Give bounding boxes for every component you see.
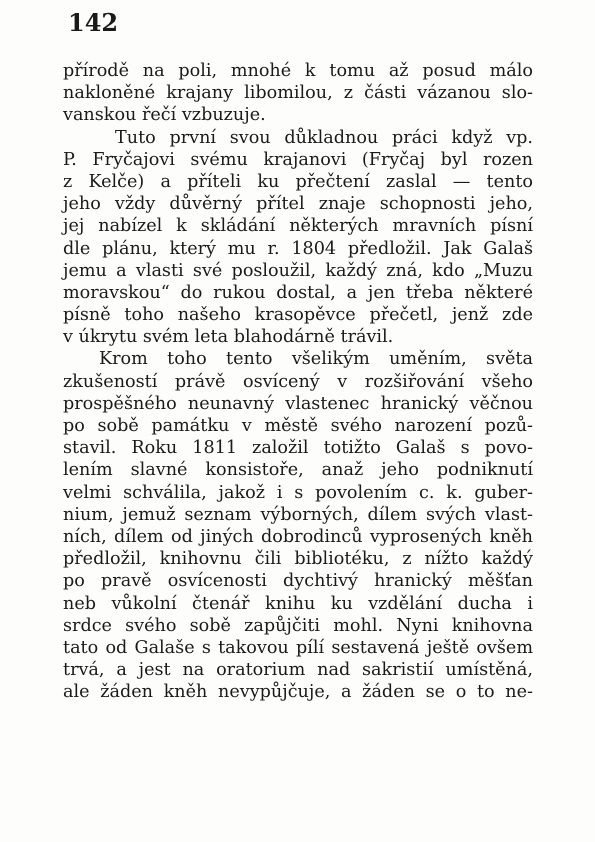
text-line: jemu a vlasti své posloužil, každý zná, kdo „Muzu bbox=[63, 260, 533, 281]
text-line: z Kelče) a příteli ku přečtení zaslal — tento bbox=[63, 171, 533, 192]
body-text bbox=[63, 60, 533, 703]
text-line: ale žáden kněh nevypůjčuje, a žáden se o to ne- bbox=[63, 682, 533, 703]
text-line: nium, jemuž seznam výborných, dílem svých vlast- bbox=[63, 504, 533, 525]
text-line: srdce svého sobě zapůjčiti mohl. Nyni knihovna bbox=[63, 615, 533, 636]
text-line: Krom toho tento všelikým uměním, světa bbox=[99, 349, 533, 370]
text-line: trvá, a jest na oratorium nad sakristií umístěná, bbox=[63, 660, 533, 681]
paragraph-1 bbox=[63, 60, 533, 127]
text-line: dle plánu, který mu r. 1804 předložil. Jak Galaš bbox=[63, 238, 533, 259]
text-line: po sobě památku v městě svého narození pozů- bbox=[63, 416, 533, 436]
text-line: prospěšného neunavný vlastenec hranický věčnou bbox=[63, 393, 533, 414]
text-line: moravskou“ do rukou dostal, a jen třeba některé bbox=[63, 282, 533, 303]
text-line: předložil, knihovnu čili bibliotéku, z nížto každý bbox=[63, 549, 533, 570]
text-line: zkušeností právě osvícený v rozšiřování všeho bbox=[63, 371, 533, 392]
text-line: lením slavné konsistoře, anaž jeho podniknutí bbox=[63, 460, 533, 481]
text-line: Tuto první svou důkladnou práci když vp. bbox=[115, 127, 533, 148]
text-line: v úkrytu svém leta blahodárně trávil. bbox=[63, 327, 394, 348]
text-line: nakloněné krajany libomilou, z části vázanou slo- bbox=[63, 83, 533, 104]
text-line: tato od Galaše s takovou pílí sestavená ještě ovšem bbox=[63, 637, 533, 658]
page-number: 142 bbox=[68, 8, 119, 37]
text-line: stavil. Roku 1811 založil totižto Galaš s povo- bbox=[63, 438, 533, 459]
text-line: vanskou řečí vzbuzuje. bbox=[63, 105, 266, 126]
text-line: ních, dílem od jiných dobrodinců vyprosených kněh bbox=[63, 526, 533, 547]
paragraph-3 bbox=[63, 348, 533, 703]
text-line: jeho vždy důvěrný přítel znaje schopnosti jeho, bbox=[63, 194, 533, 215]
text-line: písně toho našeho krasopěvce přečetl, jenž zde bbox=[63, 305, 533, 326]
text-line: po pravě osvícenosti dychtivý hranický měšťan bbox=[63, 571, 533, 592]
text-line: neb vůkolní čtenář knihu ku vzdělání ducha i bbox=[63, 593, 533, 614]
text-line: P. Fryčajovi svému krajanovi (Fryčaj byl rozen bbox=[63, 149, 533, 170]
text-line: přírodě na poli, mnohé k tomu až posud málo bbox=[63, 61, 533, 81]
paragraph-2 bbox=[63, 127, 533, 349]
text-line: velmi schválila, jakož i s povolením c. k. guber- bbox=[63, 482, 533, 503]
text-line: jej nabízel k skládání některých mravních písní bbox=[63, 216, 533, 237]
